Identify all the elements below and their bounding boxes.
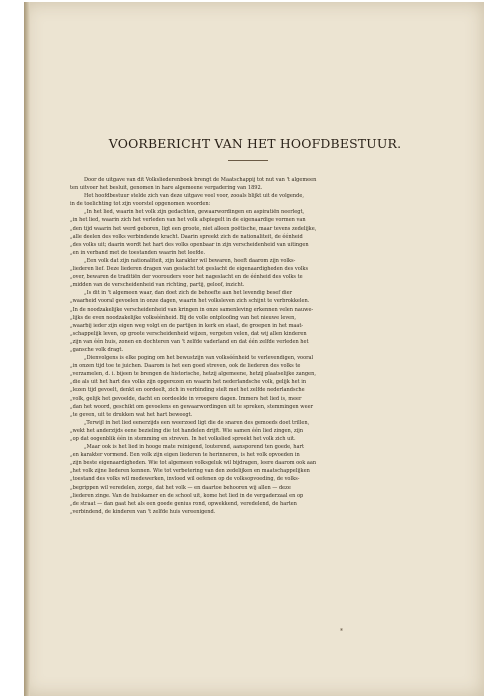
text-line: ten uitvoer het besluit, genomen in hare algemeene vergadering van 1892. [70, 185, 263, 192]
text-line: „te geven, uit te drukken wat het hart beweegt. [70, 411, 193, 418]
text-line: „Dienvolgens is elke poging om het bewustzijn van volkséénheid te verlevendigen, vooral [84, 355, 314, 362]
text-line: „dan het woord, geschikt om gevoelens en gewaarwordingen uit te spreken, stemmingen weer [70, 403, 313, 410]
text-line: „den tijd waarin het werd geboren, ligt een groote, niet alleen poëtische, maar tevens zedelijke, [70, 225, 317, 232]
text-line: „de straat — dan gaat het als een goede genius rond, opwekkend, veredelend, de harten [70, 500, 297, 507]
text-line: „over, bewaren de traditiën der voorouders voor het nageslacht en de éénheid des volks te [70, 274, 303, 281]
text-line: „waarheid vooral gevoelen in onze dagen, waarin het volksleven zich schijnt te verbrokkelen. [70, 298, 310, 305]
text-line: „liederen lief. Deze liederen dragen van geslacht tot geslacht de eigenaardigheden des volks [70, 266, 309, 273]
page-title: VOORBERICHT VAN HET HOOFDBESTUUR. [108, 136, 402, 151]
text-line: in de toelichting tot zijn voorstel opgenomen woorden: [70, 201, 211, 208]
text-line: Door de uitgave van dit Volksliederenboek brengt de Maatschappij tot nut van 't algemeen [84, 177, 317, 183]
title-rule [228, 160, 268, 161]
text-line: „in onzen tijd toe te juichen. Daarom is het een goed streven, ook de liederen des volks te [70, 363, 301, 370]
text-line: „wekt het anderzijds eene bezieling die tot handelen drijft. Wie samen één lied zingen, zijn [70, 427, 304, 434]
page-spine-edge [24, 2, 30, 696]
text-line: „zijn beste eigenaardigheden. Wie tot algemeen volksgeluk wil bijdragen, leere daarom ook aan [70, 460, 317, 467]
text-line: „op dat oogenblik één in stemming en streven. In het volkslied spreekt het volk zich uit. [70, 436, 296, 442]
text-line: „des volks uit; daarin wordt het hart des volks openbaar in zijn verscheidenheid van uitingen [70, 241, 309, 248]
text-line: „Een volk dat zijn nationaliteit, zijn karakter wil bewaren, heeft daarom zijn volks- [84, 257, 296, 264]
text-line: „midden van de verscheidenheid van richting, partij, geloof, inzicht. [70, 282, 245, 289]
text-line: „het volk zijne liederen kennen. Wie tot verbetering van den zedelijken en maatschappelijken [70, 468, 310, 475]
text-line: „verbindend, de kinderen van 't zelfde huis vereenigend. [70, 508, 216, 515]
text-line: „Is dit in 't algemeen waar, dan doet zich de behoefte aan het levendig besef dier [84, 290, 292, 297]
text-line: „verzamelen, d. i. bijeen te brengen de historische, hetzij algemeene, hetzij plaatselijke zangen, [70, 371, 316, 378]
text-line: „schappelijk leven, op groote verscheidenheid wijzen, vergeten velen, dat wij allen kinderen [70, 330, 307, 337]
text-line: „liederen zinge. Van de huiskamer en de school uit, kome het lied in de vergaderzaal en op [70, 492, 304, 499]
text-line: „zijn van één huis, zonen en dochteren van 't zelfde vaderland en dat één zelfde verleden het [70, 338, 309, 345]
text-line: „die als uit het hart des volks zijn opgerezen en waarin het nederlandsche volk, gelijk het in [70, 379, 307, 386]
text-line: „en karakter vormend. Een volk zijn eigen liederen te herinneren, is het volk opvoeden in [70, 452, 300, 459]
text-line: „In de noodzakelijke verscheidenheid van kringen in onze samenleving erkennen velen nauwe- [70, 306, 314, 313]
text-line: „begrippen wil veredelen, zorge, dat het volk — en daartoe behooren wij allen — deze [70, 484, 291, 491]
text-line: „lezen tijd gevoelt, denkt en oordeelt, zich in verbinding stelt met het zelfde nederlandsche [70, 387, 305, 394]
text-line: „In het lied, waarin het volk zijn gedachten, gewaarwordingen en aspiratiën neerlegt, [84, 209, 305, 216]
text-line: „toestand des volks wil medewerken, invloed wil oefenen op de volksopvoeding, de volks- [70, 476, 300, 483]
text-line: „en in verband met de toestanden waarin het leefde. [70, 249, 206, 256]
text-line: „in het lied, waarin zich het verleden van het volk afspiegelt in de eigenaardige vormen van [70, 217, 306, 224]
text-line: „volk, gelijk het gevoelde, dacht en oordeelde in vroegere dagen. Immers het lied is, meer [70, 395, 302, 402]
text-line: „lijks de even noodzakelijke volkséénheid. Bij de volle ontplooiïng van het nieuwe leven, [70, 314, 297, 321]
text-line: „waarbij ieder zijn eigen weg volgt en de partijen in kerk en staat, de groepen in het maat- [70, 322, 304, 329]
text-line: „gansche volk dragt. [70, 346, 124, 353]
text-line: „alle deelen des volks verbindende kracht. Daarin spreekt zich de nationaliteit, de éénheid [70, 233, 303, 240]
body-text [70, 176, 442, 516]
printer-mark: * [340, 628, 343, 635]
text-line: Het hoofdbestuur stelde zich van deze uitgave veel voor, zooals blijkt uit de volgende, [84, 193, 304, 200]
text-line: „Maar ook is het lied in hooge mate reinigend, louterend, aansporend ten goede, hart [84, 444, 304, 451]
text-line: „Terwijl in het lied eenerzijds een weerzoed ligt die de snaren des gemoeds doet trillen, [84, 419, 310, 426]
